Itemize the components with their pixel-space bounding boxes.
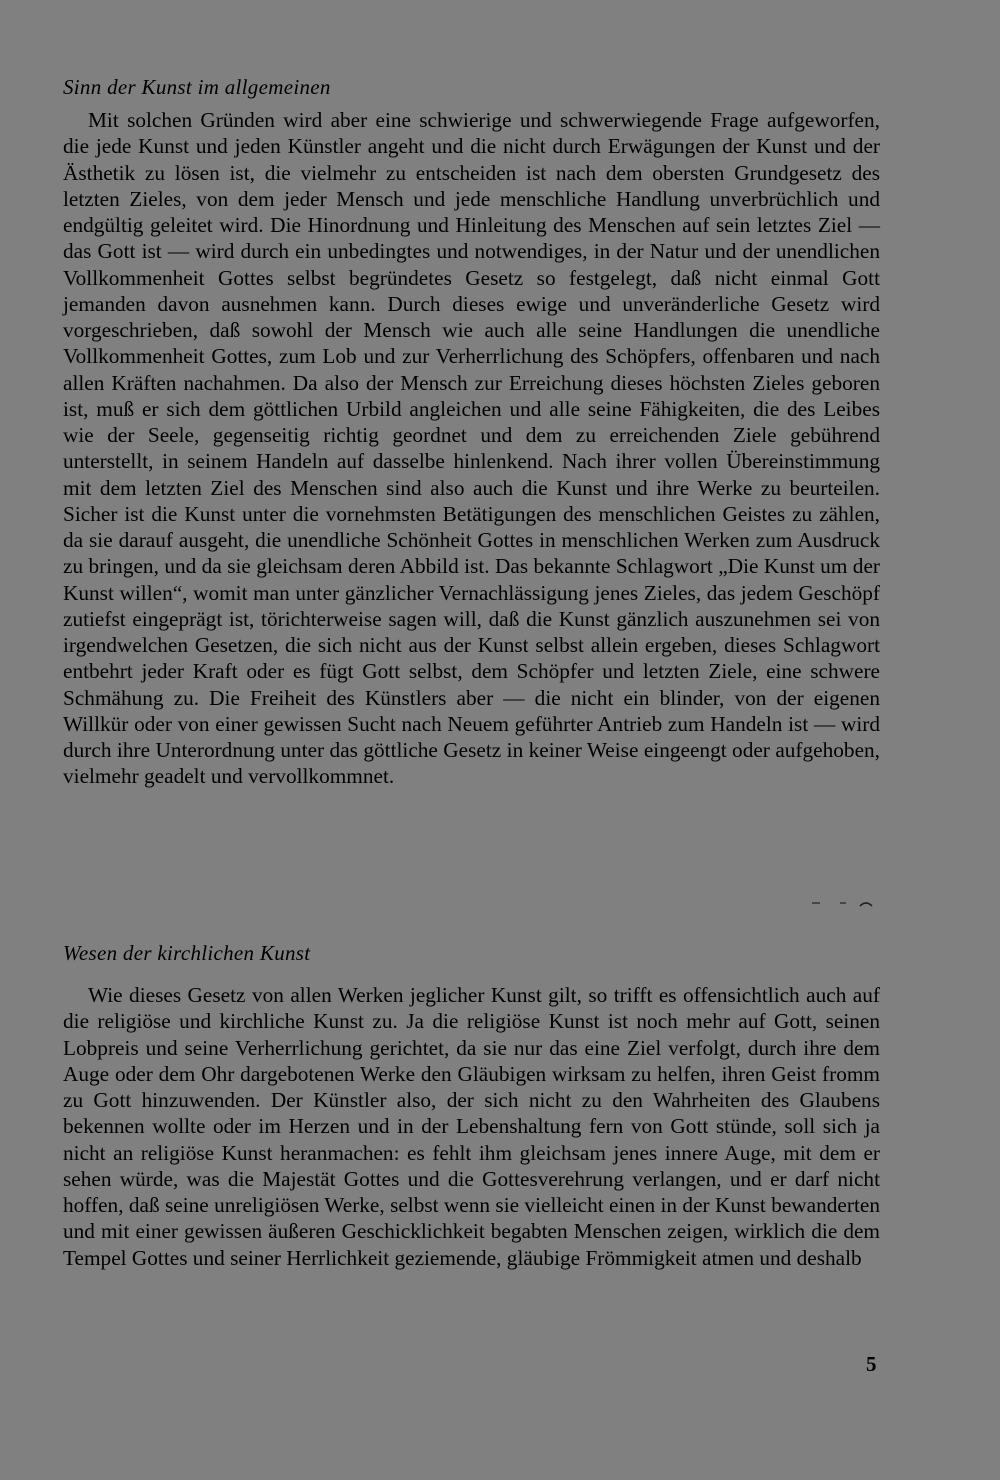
page-number: 5: [866, 1352, 877, 1376]
section-heading-sinn-der-kunst: Sinn der Kunst im allgemeinen: [63, 75, 331, 99]
stray-ink-marks: [810, 898, 880, 908]
section-paragraph-wesen-der-kirchlichen-kunst: Wie dieses Gesetz von allen Werken jeglicher Kunst gilt, so trifft es offensichtlich auch auf die religiöse und kirchliche Kunst zu. Ja die religiöse Kunst ist noch mehr auf Gott, seinen Lobpreis und seine Verherrlichung gerichtet, da sie nur das eine Ziel verfolgt, durch ihre dem Auge oder dem Ohr dargebotenen Werke den Gläubigen wirksam zu helfen, ihren Geist fromm zu Gott hinzuwenden. Der Künstler also, der sich nicht zu den Wahrheiten des Glaubens bekennen wollte oder im Herzen und in der Lebenshaltung fern von Gott stünde, soll sich ja nicht an religiöse Kunst heranmachen: es fehlt ihm gleichsam jenes innere Auge, mit dem er sehen würde, was die Majestät Gottes und die Gottesverehrung verlangen, und er darf nicht hoffen, daß seine unreligiösen Werke, selbst wenn sie vielleicht einen in der Kunst bewanderten und mit einer gewissen äußeren Geschicklichkeit begabten Menschen zeigen, wirklich die dem Tempel Gottes und seiner Herrlichkeit geziemende, gläubige Frömmigkeit atmen und deshalb: [63, 983, 880, 1270]
section-paragraph-sinn-der-kunst: Mit solchen Gründen wird aber eine schwierige und schwerwiegende Frage aufgeworfen, die jede Kunst und jeden Künstler angeht und die nicht durch Erwägungen der Kunst und der Ästhetik zu lösen ist, die vielmehr zu entscheiden ist nach dem obersten Grundgesetz des letzten Zieles, von dem jeder Mensch und jede menschliche Handlung unverbrüchlich und endgültig geleitet wird. Die Hinordnung und Hinleitung des Menschen auf sein letztes Ziel — das Gott ist — wird durch ein unbedingtes und notwendiges, in der Natur und der unendlichen Vollkommenheit Gottes selbst begründetes Gesetz so festgelegt, daß nicht einmal Gott jemanden davon ausnehmen kann. Durch dieses ewige und unveränderliche Gesetz wird vorgeschrieben, daß sowohl der Mensch wie auch alle seine Handlungen die unendliche Vollkommenheit Gottes, zum Lob und zur Verherrlichung des Schöpfers, offenbaren und nach allen Kräften nachahmen. Da also der Mensch zur Erreichung dieses höchsten Zieles geboren ist, muß er sich dem göttlichen Urbild angleichen und alle seine Fähigkeiten, die des Leibes wie der Seele, gegenseitig richtig geordnet und dem zu erreichenden Ziele gebührend unterstellt, in seinem Handeln auf dasselbe hinlenkend. Nach ihrer vollen Übereinstimmung mit dem letzten Ziel des Menschen sind also auch die Kunst und ihre Werke zu beurteilen. Sicher ist die Kunst unter die vornehmsten Betätigungen des menschlichen Geistes zu zählen, da sie darauf ausgeht, die unendliche Schönheit Gottes in menschlichen Werken zum Ausdruck zu bringen, und da sie gleichsam deren Abbild ist. Das bekannte Schlagwort „Die Kunst um der Kunst willen“, womit man unter gänzlicher Vernachlässigung jenes Zieles, das jedem Geschöpf zutiefst eingeprägt ist, törichterweise sagen will, daß die Kunst gänzlich auszunehmen sei von irgendwelchen Gesetzen, die sich nicht aus der Kunst selbst allein ergeben, dieses Schlagwort entbehrt jeder Kraft oder es fügt Gott selbst, dem Schöpfer und letzten Ziele, eine schwere Schmähung zu. Die Freiheit des Künstlers aber — die nicht ein blinder, von der eigenen Willkür oder von einer gewissen Sucht nach Neuem geführter Antrieb zum Handeln ist — wird durch ihre Unterordnung unter das göttliche Gesetz in keiner Weise eingeengt oder aufgehoben, vielmehr geadelt und vervollkommnet.: [63, 108, 880, 789]
section-heading-wesen-der-kirchlichen-kunst: Wesen der kirchlichen Kunst: [63, 941, 311, 965]
